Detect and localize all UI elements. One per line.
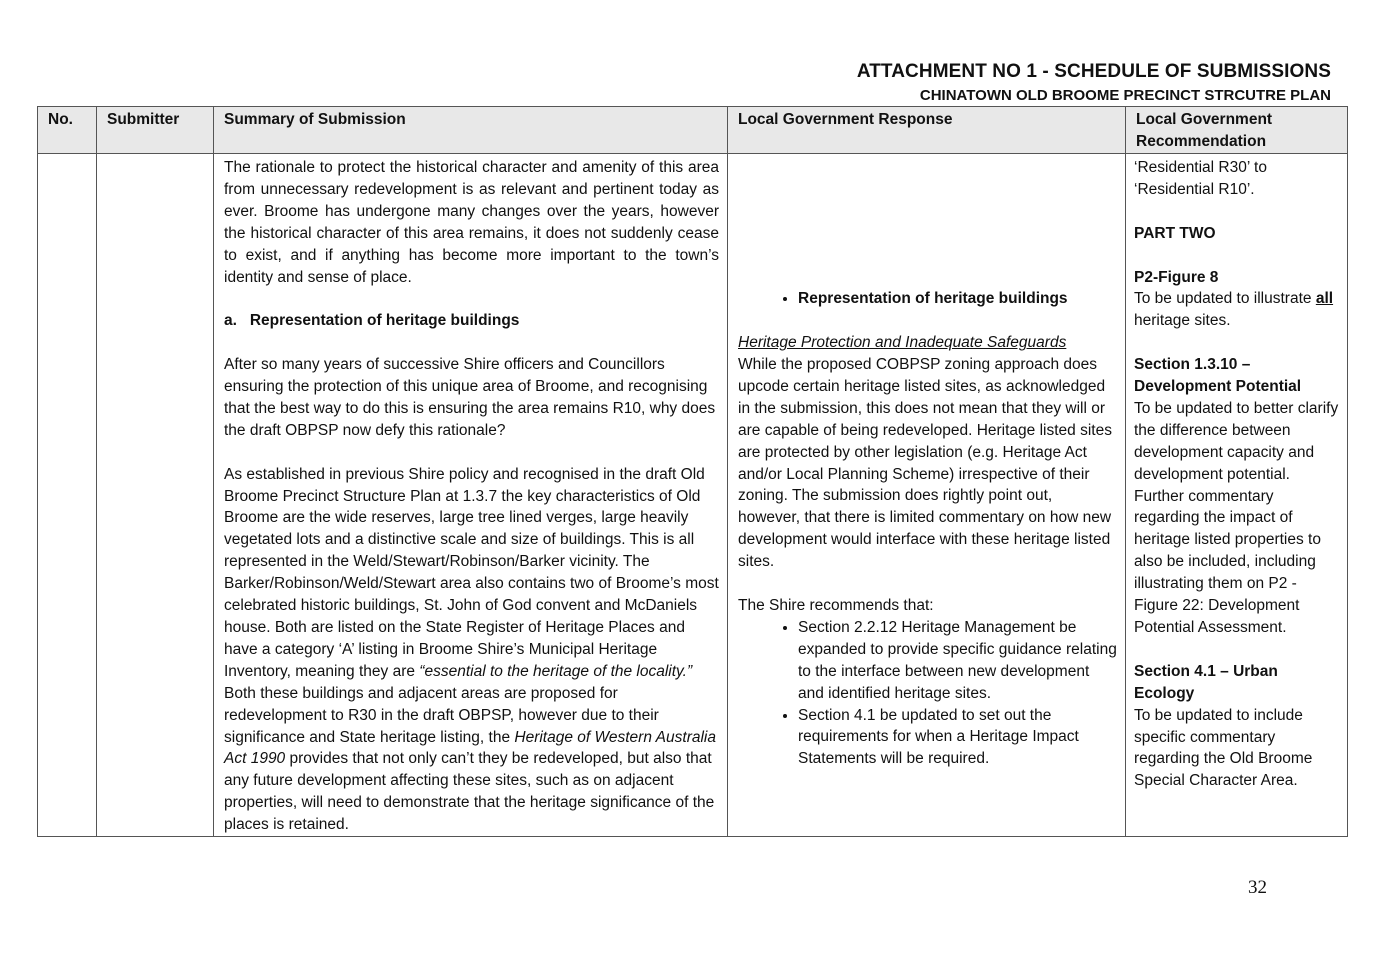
summary-heading xyxy=(224,310,719,332)
recommendation-part-heading: PART TWO xyxy=(1134,224,1216,242)
summary-p3-text-c: provides that not only can’t they be redeveloped, but also that any future development affecting these sites, such as on adjacent properties, will need to demonstrate that the heritage significance of the places is retained. xyxy=(224,750,715,834)
recommendation-section-1-heading: Section 1.3.10 – Development Potential xyxy=(1134,356,1302,396)
recommendation-figure-heading: P2-Figure 8 xyxy=(1134,268,1219,286)
response-subheading: Heritage Protection and Inadequate Safeguards xyxy=(738,334,1067,352)
summary-paragraph-3 xyxy=(224,464,719,836)
cell-response xyxy=(728,154,1126,837)
response-bullet: • Section 2.2.12 Heritage Management be expanded to provide specific guidance relating to the interface between new development and identified heritage sites. xyxy=(798,617,1117,705)
response-paragraph-1: While the proposed COBPSP zoning approach does upcode certain heritage listed sites, as acknowledged in the submission, this does not mean that they will or are capable of being redeveloped. Heritage listed sites are protected by other legislation (e.g. Heritage Act and/or Local Planning Scheme) irrespective of their zoning. The submission does rightly point out, however, that there is limited commentary on how new development would interface with these heritage listed sites. xyxy=(738,356,1112,571)
response-bullet: • Section 4.1 be updated to set out the requirements for when a Heritage Impact Statements will be required. xyxy=(798,705,1117,771)
document-subtitle: CHINATOWN OLD BROOME PRECINCT STRCUTRE PLAN xyxy=(919,87,1331,104)
response-heading-list xyxy=(738,288,1117,310)
summary-p3-text-a: As established in previous Shire policy and recognised in the draft Old Broome Precinct Structure Plan at 1.3.7 the key characteristics of Old Broome are the wide reserves, large tree lined verges, large heavily vegetated lots and a distinctive scale and size of buildings. This is all represented in the Weld/Stewart/Robinson/Barker vicinity. The Barker/Robinson/Weld/Stewart area also contains two of Broome’s most celebrated historic buildings, St. John of God convent and McDaniels house. Both are listed on the State Register of Heritage Places and have a category ‘A’ listing in Broome Shire’s Municipal Heritage Inventory, meaning they are xyxy=(224,465,719,680)
summary-paragraph-2: After so many years of successive Shire officers and Councillors ensuring the protection of this unique area of Broome, and recognising that the best way to do this is ensuring the area remains R10, why does the draft OBPSP now defy this rationale? xyxy=(224,356,716,439)
summary-p3-act: Heritage of Western Australia Act 1990 xyxy=(224,728,716,768)
recommendation-figure-text-a: To be updated to illustrate xyxy=(1134,290,1312,308)
recommendation-figure-text xyxy=(1134,288,1339,332)
recommendation-line-1: ‘Residential R30’ to xyxy=(1134,159,1267,176)
column-header-submitter: Submitter xyxy=(97,107,214,154)
cell-submitter xyxy=(97,154,214,837)
response-recommendation-list xyxy=(738,617,1117,770)
cell-summary xyxy=(214,154,728,837)
summary-p3-quote: “essential to the heritage of the locality.” xyxy=(419,662,693,680)
column-header-response: Local Government Response xyxy=(728,107,1126,154)
recommendation-section-1-text: To be updated to better clarify the difference between development capacity and development potential. Further commentary regarding the impact of heritage listed properties to also be included, including illustrating them on P2 - Figure 22: Development Potential Assessment. xyxy=(1134,399,1339,636)
cell-recommendation xyxy=(1126,154,1348,837)
summary-paragraph-1: The rationale to protect the historical character and amenity of this area from unnecessary redevelopment is as relevant and pertinent today as ever. Broome has undergone many changes over the years, however the historical character of this area remains, it does not suddenly cease to exist, and if anything has become more important to the town’s identity and sense of place. xyxy=(224,159,719,286)
column-header-no: No. xyxy=(38,107,97,154)
summary-heading-marker: a. xyxy=(224,312,237,330)
response-lead: The Shire recommends that: xyxy=(738,597,934,614)
response-heading: • Representation of heritage buildings xyxy=(798,288,1117,310)
recommendation-line-2: ‘Residential R10’. xyxy=(1134,180,1255,198)
document-title: ATTACHMENT NO 1 - SCHEDULE OF SUBMISSIONS xyxy=(856,61,1331,82)
page-number: 32 xyxy=(1248,877,1267,898)
submissions-table xyxy=(37,106,1348,837)
column-header-summary: Summary of Submission xyxy=(214,107,728,154)
recommendation-section-2-text: To be updated to include specific commentary regarding the Old Broome Special Character Area. xyxy=(1134,706,1313,790)
summary-heading-text: Representation of heritage buildings xyxy=(249,312,520,330)
table-header-row xyxy=(38,107,1348,154)
recommendation-section-2-heading: Section 4.1 – Urban Ecology xyxy=(1134,662,1278,702)
summary-p3-text-b: Both these buildings and adjacent areas are proposed for redevelopment to R30 in the draft OBPSP, however due to their significance and State heritage listing, the xyxy=(224,684,659,746)
table-row xyxy=(38,154,1348,837)
recommendation-figure-emphasis: all xyxy=(1315,290,1334,308)
column-header-recommendation: Local Government Recommendation xyxy=(1126,107,1348,154)
recommendation-figure-text-b: heritage sites. xyxy=(1134,312,1231,330)
cell-no xyxy=(38,154,97,837)
